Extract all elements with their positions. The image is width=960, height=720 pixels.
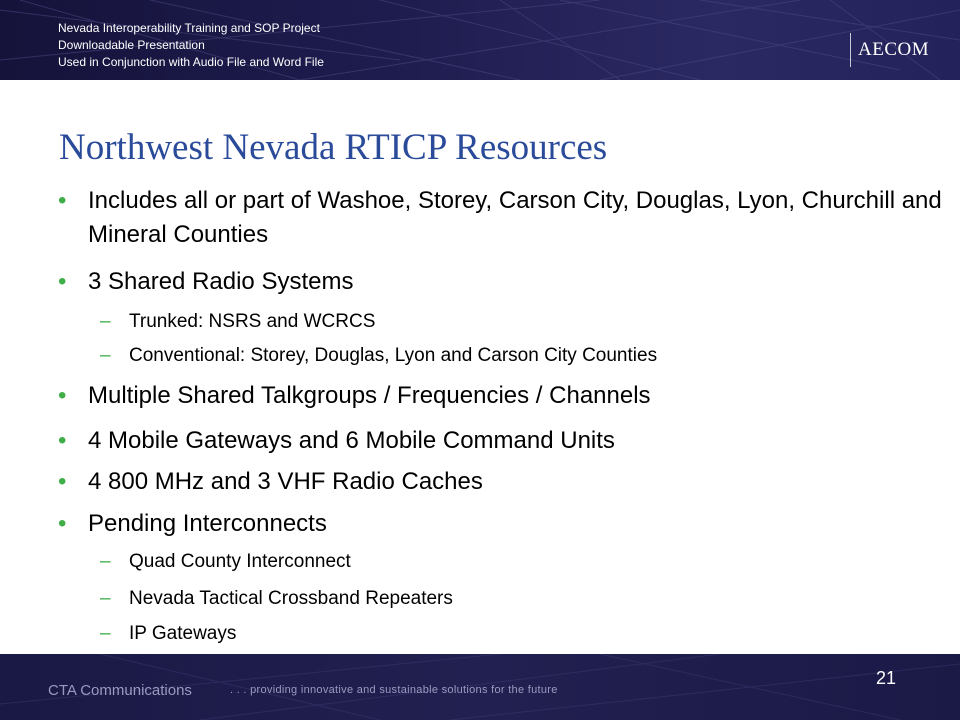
header-line-2: Downloadable Presentation <box>58 38 205 52</box>
bullet-talkgroups <box>58 379 938 413</box>
sub-bullet-trunked <box>100 309 375 335</box>
sub-bullet-text: Nevada Tactical Crossband Repeaters <box>129 588 453 609</box>
footer-tagline: . . . providing innovative and sustainable solutions for the future <box>230 684 558 696</box>
bullet-gateways <box>58 424 938 458</box>
bullet-dot: • <box>58 268 67 295</box>
sub-bullet-dash: – <box>100 588 111 609</box>
sub-bullet-ip-gateways <box>100 621 236 647</box>
sub-bullet-text: Quad County Interconnect <box>129 551 351 572</box>
sub-bullet-quad-county <box>100 549 351 575</box>
bullet-text: 4 Mobile Gateways and 6 Mobile Command Units <box>88 427 615 454</box>
sub-bullet-conventional <box>100 343 657 369</box>
bullet-dot: • <box>58 510 67 537</box>
bullet-text: 4 800 MHz and 3 VHF Radio Caches <box>88 468 483 495</box>
aecom-logo <box>850 33 929 67</box>
page-number: 21 <box>876 668 897 688</box>
bullet-text: 3 Shared Radio Systems <box>88 268 354 295</box>
bullet-dot: • <box>58 382 67 409</box>
bullet-dot: • <box>58 468 67 495</box>
footer-company: CTA Communications <box>48 682 192 699</box>
sub-bullet-text: IP Gateways <box>129 623 237 644</box>
logo-text: AECOM <box>858 39 930 60</box>
sub-bullet-text: Conventional: Storey, Douglas, Lyon and Carson City Counties <box>129 345 658 366</box>
bullet-text: Includes all or part of Washoe, Storey, Carson City, Douglas, Lyon, Churchill and Mineral Counties <box>88 187 942 248</box>
header-line-1: Nevada Interoperability Training and SOP Project <box>58 21 320 35</box>
bullet-radio-systems <box>58 265 938 299</box>
bullet-dot: • <box>58 187 67 214</box>
bullet-counties <box>58 184 958 252</box>
slide-footer <box>0 654 960 720</box>
slide-header <box>0 0 960 80</box>
header-line-3: Used in Conjunction with Audio File and Word File <box>58 55 324 69</box>
slide-title: Northwest Nevada RTICP Resources <box>59 127 608 168</box>
header-text-block <box>58 20 324 71</box>
logo-divider <box>850 33 851 67</box>
bullet-dot: • <box>58 427 67 454</box>
bullet-interconnects <box>58 507 938 541</box>
bullet-text: Pending Interconnects <box>88 510 327 537</box>
sub-bullet-dash: – <box>100 623 111 644</box>
bullet-text: Multiple Shared Talkgroups / Frequencies / Channels <box>88 382 651 409</box>
bullet-radio-caches <box>58 465 938 499</box>
sub-bullet-text: Trunked: NSRS and WCRCS <box>129 311 376 332</box>
sub-bullet-dash: – <box>100 311 111 332</box>
sub-bullet-dash: – <box>100 551 111 572</box>
sub-bullet-dash: – <box>100 345 111 366</box>
sub-bullet-crossband <box>100 586 453 612</box>
